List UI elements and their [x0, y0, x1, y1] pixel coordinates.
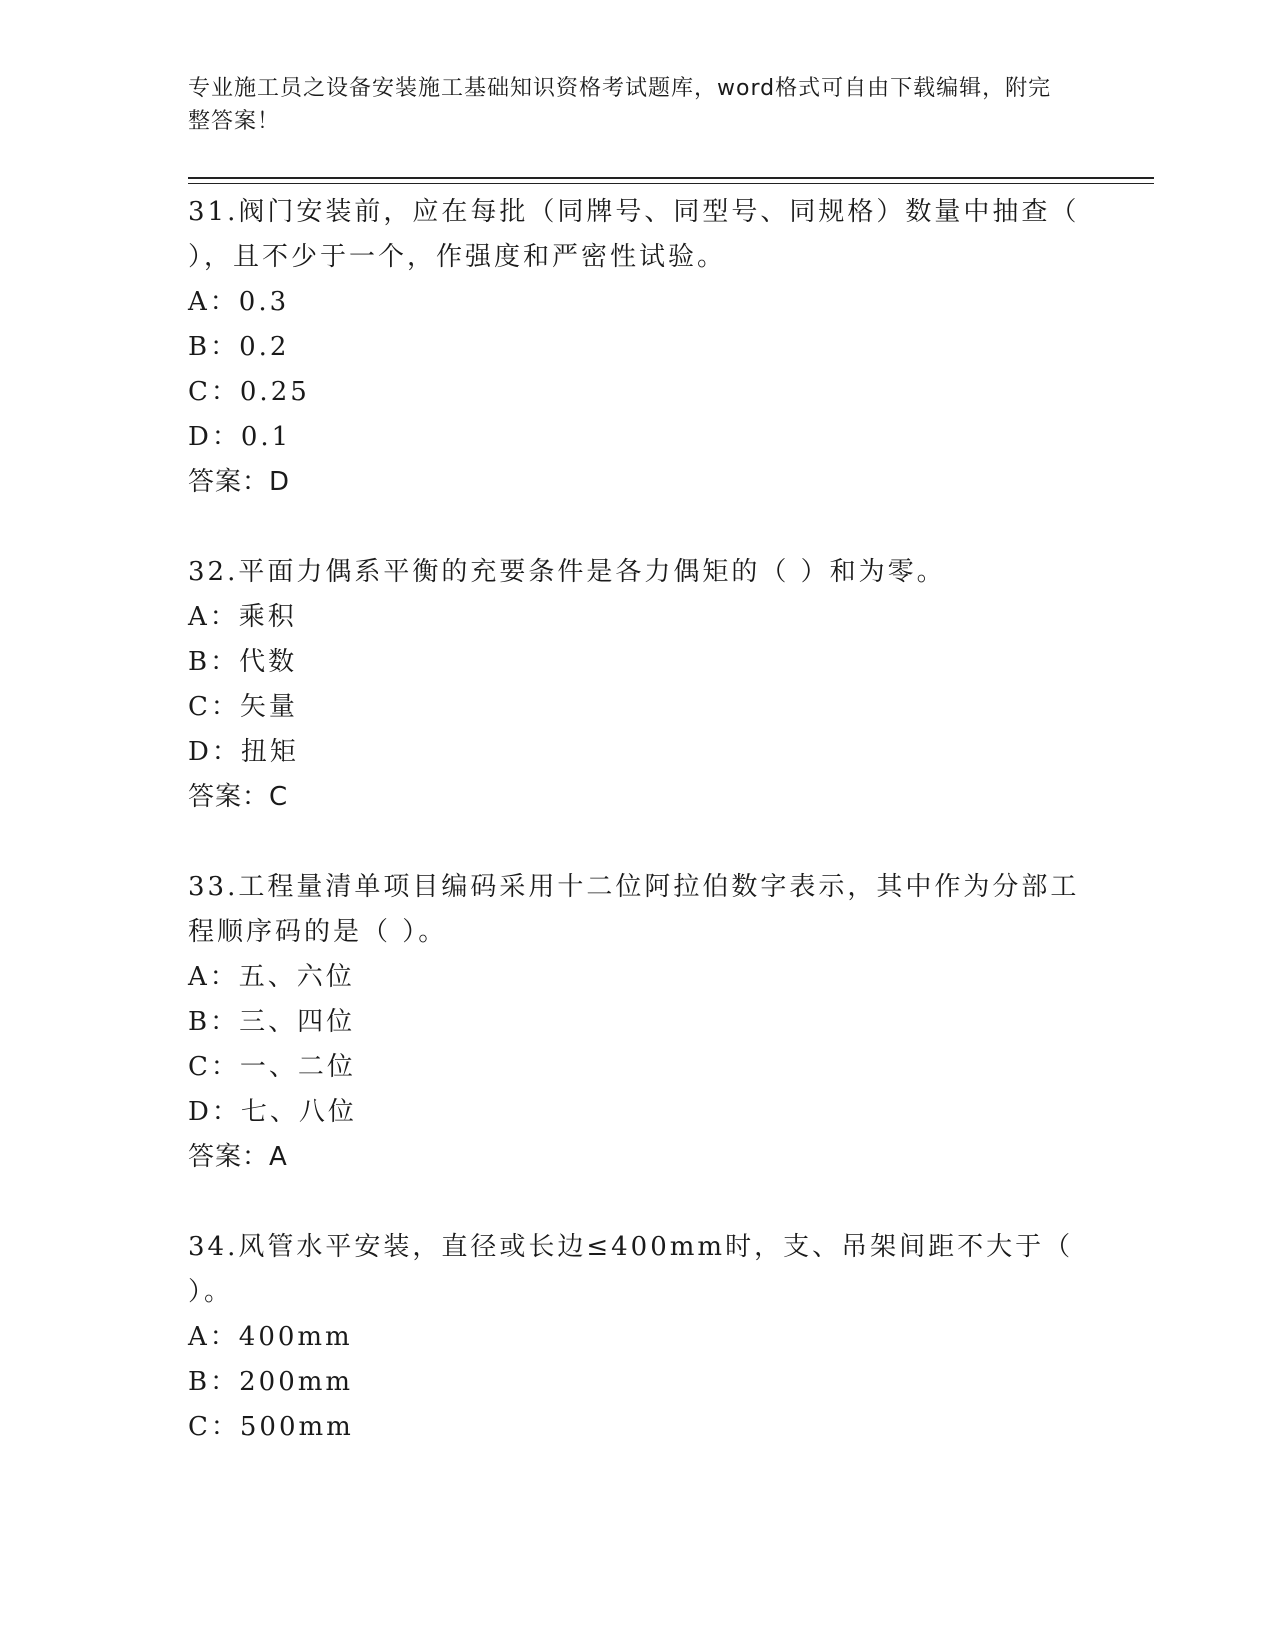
question-stem: [188, 865, 1088, 955]
question-stem: [188, 1225, 1088, 1315]
header-divider-thin: [188, 183, 1154, 184]
answer-value: C: [269, 782, 289, 812]
answer-value: D: [269, 467, 291, 497]
header-divider-thick: [188, 177, 1154, 179]
question-stem: [188, 190, 1088, 280]
question-stem: [188, 550, 1088, 595]
answer-label: 答案：: [188, 1142, 270, 1172]
answer-line: [188, 460, 1088, 505]
document-intro: [188, 72, 1068, 138]
question-number: 33.: [188, 872, 239, 902]
option-b: B：200mm: [188, 1367, 354, 1397]
option-d: D：0.1: [188, 422, 292, 452]
option-c: C：一、二位: [188, 1052, 356, 1082]
answer-line: [188, 1135, 1088, 1180]
question-33: [188, 865, 1088, 1180]
question-text: 工程量清单项目编码采用十二位阿拉伯数字表示，其中作为分部工程顺序码的是（ ）。: [188, 872, 1080, 947]
question-text: 风管水平安装，直径或长边≤400mm时，支、吊架间距不大于（ ）。: [188, 1232, 1074, 1307]
option-b: B：0.2: [188, 332, 290, 362]
answer-value: A: [269, 1142, 288, 1172]
question-number: 34.: [188, 1232, 239, 1262]
answer-line: [188, 775, 1088, 820]
option-a: A：400mm: [188, 1322, 353, 1352]
question-list: [188, 190, 1088, 1495]
answer-label: 答案：: [188, 782, 270, 812]
option-a: A：五、六位: [188, 962, 355, 992]
question-text: 阀门安装前，应在每批（同牌号、同型号、同规格）数量中抽查（ ），且不少于一个，作强度和严密性试验。: [188, 197, 1080, 272]
option-c: C：0.25: [188, 377, 310, 407]
question-34: [188, 1225, 1088, 1450]
question-number: 32.: [188, 557, 239, 587]
intro-text: 专业施工员之设备安装施工基础知识资格考试题库，word格式可自由下载编辑，附完整答案！: [188, 76, 1052, 134]
question-31: [188, 190, 1088, 505]
option-a: A：乘积: [188, 602, 297, 632]
answer-label: 答案：: [188, 467, 270, 497]
option-b: B：代数: [188, 647, 298, 677]
option-d: D：七、八位: [188, 1097, 357, 1127]
option-a: A：0.3: [188, 287, 290, 317]
question-number: 31.: [188, 197, 239, 227]
option-b: B：三、四位: [188, 1007, 356, 1037]
option-d: D：扭矩: [188, 737, 299, 767]
question-32: [188, 550, 1088, 820]
question-text: 平面力偶系平衡的充要条件是各力偶矩的（ ）和为零。: [238, 557, 946, 587]
option-c: C：矢量: [188, 692, 298, 722]
option-c: C：500mm: [188, 1412, 354, 1442]
